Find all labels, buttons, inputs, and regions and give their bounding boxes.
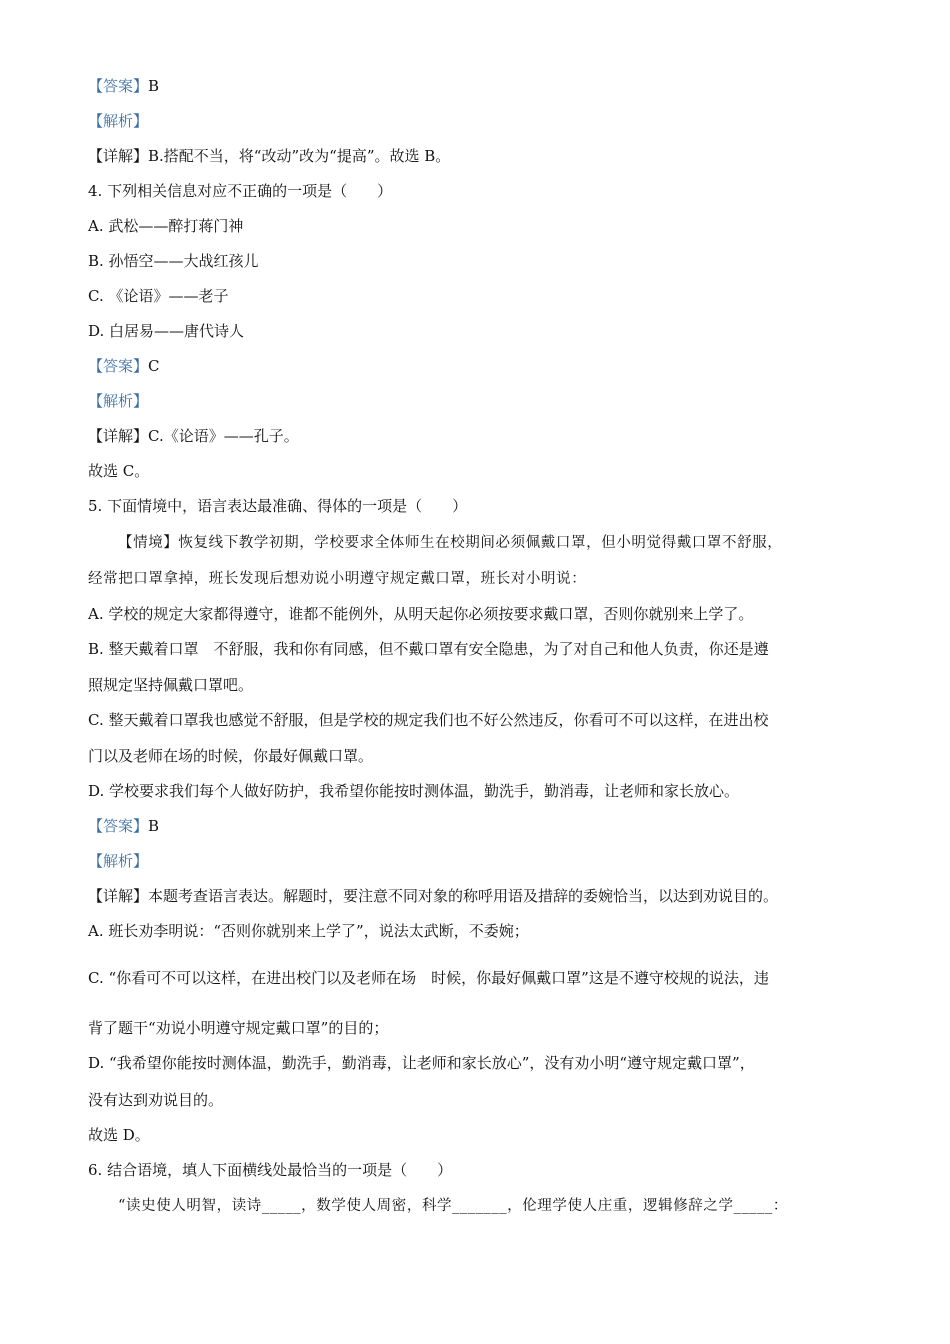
q5-explain-c-line-2: 背了题干“劝说小明遵守规定戴口罩”的目的； <box>88 1019 389 1037</box>
q5-analysis <box>88 851 148 871</box>
answer-label: 【答案】 <box>88 357 149 375</box>
analysis-label: 【解析】 <box>88 392 149 410</box>
detail-label: 【详解】 <box>88 427 149 445</box>
q5-context-line-1: 【情境】恢复线下教学初期，学校要求全体师生在校期间必须佩戴口罩，但小明觉得戴口罩不舒服， <box>118 535 783 551</box>
q5-explain-c-line-1: C. “你看可不可以这样，在进出校门以及老师在场 时候，你最好佩戴口罩”这是不遵守校规的说法，违 <box>88 969 769 987</box>
detail-label: 【详解】 <box>88 147 149 165</box>
q3-detail-text: B.搭配不当，将“改动”改为“提高”。故选 B。 <box>148 147 451 165</box>
q4-option-b: B. 孙悟空——大战红孩儿 <box>88 252 259 270</box>
q6-quote: “读史使人明智，读诗_____，数学使人周密，科学_______，伦理学使人庄重，逻辑修辞之学_____： <box>118 1198 788 1214</box>
q4-answer <box>88 356 160 376</box>
q4-option-d: D. 白居易——唐代诗人 <box>88 322 245 340</box>
q3-answer-value: B <box>148 77 160 95</box>
q5-option-b-line-1: B. 整天戴着口罩 不舒服，我和你有同感，但不戴口罩有安全隐患，为了对自己和他人负责，你还是遵 <box>88 640 769 658</box>
answer-label: 【答案】 <box>88 817 149 835</box>
detail-label: 【详解】 <box>88 887 149 905</box>
q5-conclusion: 故选 D。 <box>88 1126 150 1144</box>
q5-detail <box>88 886 778 906</box>
q4-detail <box>88 426 299 446</box>
q5-detail-text: 本题考查语言表达。解题时，要注意不同对象的称呼用语及措辞的委婉恰当，以达到劝说目的。 <box>148 887 779 905</box>
q3-analysis <box>88 111 148 131</box>
analysis-label: 【解析】 <box>88 112 149 130</box>
q5-option-b-line-2: 照规定坚持佩戴口罩吧。 <box>88 676 254 694</box>
q5-context-line-2: 经常把口罩拿掉，班长发现后想劝说小明遵守规定戴口罩，班长对小明说： <box>88 571 587 587</box>
q5-explain-a: A. 班长劝李明说：“否则你就别来上学了”，说法太武断，不委婉； <box>88 922 529 940</box>
q5-explain-d-line-1: D. “我希望你能按时测体温，勤洗手，勤消毒，让老师和家长放心”，没有劝小明“遵守规定戴口罩”， <box>88 1054 755 1072</box>
q6-stem: 6. 结合语境，填人下面横线处最恰当的一项是（ ） <box>88 1161 453 1179</box>
q5-option-c-line-1: C. 整天戴着口罩我也感觉不舒服，但是学校的规定我们也不好公然违反，你看可不可以这样，在进出校 <box>88 711 769 729</box>
q4-stem: 4. 下列相关信息对应不正确的一项是（ ） <box>88 182 393 200</box>
q3-detail <box>88 146 450 166</box>
q4-answer-value: C <box>148 357 160 375</box>
q4-option-c: C. 《论语》——老子 <box>88 287 229 305</box>
q4-detail-text: C.《论语》——孔子。 <box>148 427 299 445</box>
q5-option-c-line-2: 门以及老师在场的时候，你最好佩戴口罩。 <box>88 747 374 765</box>
q5-answer-value: B <box>148 817 160 835</box>
q5-option-a: A. 学校的规定大家都得遵守，谁都不能例外，从明天起你必须按要求戴口罩，否则你就别来上学了。 <box>88 605 754 623</box>
q5-explain-d-line-2: 没有达到劝说目的。 <box>88 1091 224 1109</box>
q5-answer <box>88 816 159 836</box>
analysis-label: 【解析】 <box>88 852 149 870</box>
q3-answer <box>88 76 159 96</box>
q5-option-d: D. 学校要求我们每个人做好防护，我希望你能按时测体温，勤洗手，勤消毒，让老师和家长放心。 <box>88 782 740 800</box>
q4-option-a: A. 武松——醉打蒋门神 <box>88 217 244 235</box>
answer-label: 【答案】 <box>88 77 149 95</box>
q5-stem: 5. 下面情境中，语言表达最准确、得体的一项是（ ） <box>88 497 468 515</box>
q4-analysis <box>88 391 148 411</box>
q4-conclusion: 故选 C。 <box>88 462 150 480</box>
